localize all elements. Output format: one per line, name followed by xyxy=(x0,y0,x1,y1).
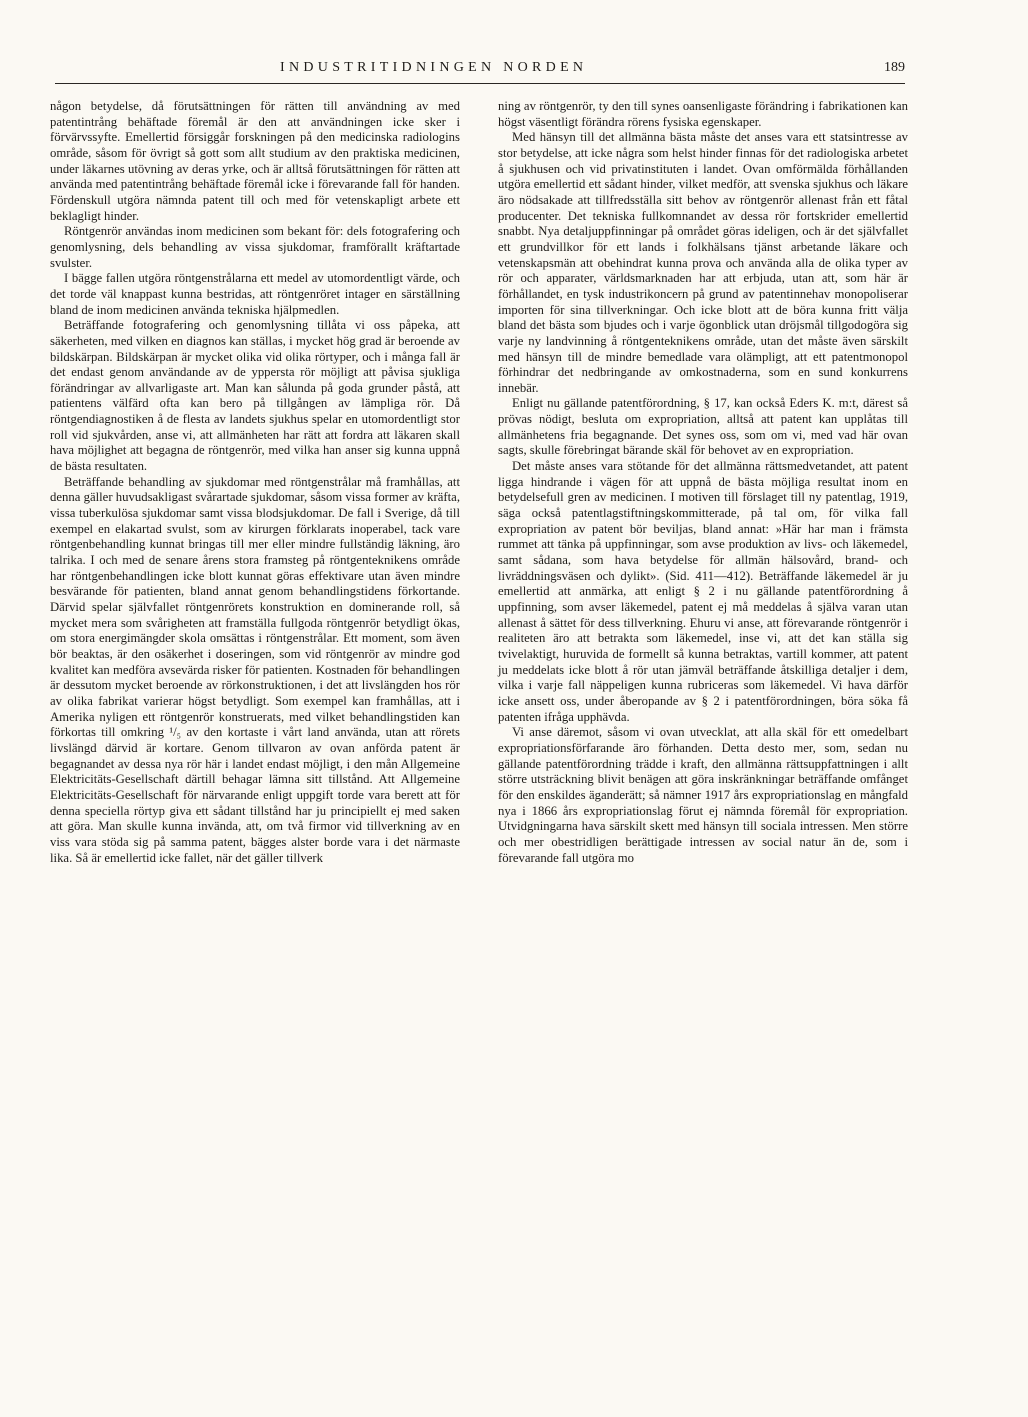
header-rule xyxy=(55,83,905,84)
paragraph: ning av röntgenrör, ty den till synes oansenligaste förändring i fabrikationen kan högst väsentligt förändra rörens fysiska egenskaper. xyxy=(498,99,908,129)
paragraph: I bägge fallen utgöra röntgenstrålarna ett medel av utomordentligt värde, och det torde väl knappast kunna bestridas, att röntgenröret intager en särställning bland de inom medicinen använda tekniska hjälpmedlen. xyxy=(50,271,460,317)
left-column xyxy=(50,99,460,866)
paragraph: Röntgenrör användas inom medicinen som bekant för: dels fotografering och genomlysning, dels behandling av vissa sjukdomar, framförallt kräftartade svulster. xyxy=(50,224,460,270)
paragraph: Beträffande fotografering och genomlysning tillåta vi oss påpeka, att säkerheten, med vilken en diagnos kan ställas, i mycket hög grad är beroende av bildskärpan. Bildskärpan är mycket olika vid olika rörtyper, och i många fall är det endast genom användande av de yppersta rör möjligt att påvisa sjukliga förändringar av allvarligaste art. Man kan sålunda på goda grunder påstå, att patientens välfärd ofta kan bero på tillgången av lämpliga rör. Då röntgendiagnostiken å de flesta av landets sjukhus spelar en utomordentligt stor roll vid sjukvården, anse vi, att allmänheten har rätt att fordra att läkaren skall hava möjlighet att begagna de röntgenrör, med vilka han anser sig kunna uppnå de bästa resultaten. xyxy=(50,318,460,474)
running-header xyxy=(55,60,905,82)
paragraph: Med hänsyn till det allmänna bästa måste det anses vara ett statsintresse av stor betydelse, att icke några som helst hinder finnas för det radiologiska arbetet å sjukhusen och vid privatinstituten i landet. Ovan omförmälda förhållanden utgöra emellertid ett sådant hinder, vilket medför, att svenska sjukhus och läkare äro nödsakade att tillfredsställa sitt behov av röntgenrör allenast från ett fåtal producenter. Det tekniska fullkomnandet av dessa rör fortskrider emellertid snabbt. Nya detaljuppfinningar på området göras ideligen, och är det självfallet ett grundvillkor för ett lands i folkhälsans tjänst arbetande läkare och vetenskapsmän att obehindrat kunna prova och använda alla de olika typer av rör och apparater, världsmarknaden har att erbjuda, utan att, som här är förhållandet, en tysk industrikoncern på grund av patentinnehav monopoliserar importen för sina tillverkningar. Och icke blott att de böra kunna fritt välja bland det bästa som bjudes och i varje ögonblick utan dröjsmål tillgodogöra sig varje ny landvinning å röntgenteknikens område, utan det måste även särskilt med hänsyn till de mindre bemedlade vara olämpligt, att ett patentmonopol förhindrar det nedbringande av omkostnaderna, som en sund konkurrens innebär. xyxy=(498,130,908,395)
paragraph: Vi anse däremot, såsom vi ovan utvecklat, att alla skäl för ett omedelbart expropriationsförfarande äro förhanden. Detta desto mer, som, sedan nu gällande patentförordning trädde i kraft, den allmänna rättsuppfattningen i allt större utsträckning blivit benägen att göra inskränkningar beträffande omfånget för den enskildes äganderätt; så nämner 1917 års expropriationslag en mångfald nya i 1866 års expropriationslag förut ej nämnda föremål för expropriation. Utvidgningarna hava särskilt skett med hänsyn till sociala intressen. Men större och mer obestridligen berättigade intressen av social natur än de, som i förevarande fall utgöra mo xyxy=(498,725,908,865)
page-number: 189 xyxy=(884,60,905,75)
paragraph: Det måste anses vara stötande för det allmänna rättsmedvetandet, att patent ligga hindrande i vägen för att uppnå de bästa möjliga resultat inom en betydelsefull gren av medicinen. I motiven till förslaget till ny patentlag, 1919, säga också patentlagstiftningskommitterade, på tal om, för vilka fall expropriation av patent bör beviljas, bland annat: »Här har man i främsta rummet att tänka på uppfinningar, som avse produktion av livs- och läkemedel, samt sådana, som hava betydelse för allmän hälsovård, brand- och livräddningsväsen och dylikt». (Sid. 411—412). Beträffande läkemedel är ju emellertid att anmärka, att enligt § 2 i nu gällande patentförordning å uppfinning, som avser läkemedel, patent ej må meddelas å själva varan utan allenast å sättet för dess tillverkning. Ehuru vi anse, att förevarande röntgenrör i realiteten äro att betrakta som läkemedel, inse vi, att det kan ställa sig tvivelaktigt, huruvida de formellt så kunna betraktas, vartill kommer, att patent ju meddelats icke blott å rör utan jämväl beträffande åtskilliga detaljer i dem, vilka i varje fall näppeligen kunna rubriceras som läkemedel. Vi hava därför icke ansett oss, under åberopande av § 2 i patentförordningen, böra söka få patenten ifråga upphävda. xyxy=(498,459,908,724)
paragraph: Beträffande behandling av sjukdomar med röntgenstrålar må framhållas, att denna gäller huvudsakligast svårartade sjukdomar, såsom vissa former av kräfta, vissa tuberkulösa sjukdomar samt vissa blodsjukdomar. De fall i Sverige, då till exempel en elakartad svulst, som av kirurgen förklarats inoperabel, tack vare röntgenbehandling kunnat bringas till mer eller mindre fullständig läkning, äro talrika. I och med de senare årens stora framsteg på röntgenteknikens område har röntgenbehandlingen icke blott kunnat göras effektivare utan även mindre besvärande för patienten, bland annat genom behandlingstidens förkortande. Därvid spelar självfallet röntgenrörets konstruktion en dominerande roll, så mycket mera som svårigheten att framställa fullgoda röntgenrör betydligt ökas, om stora energimängder skola omsättas i röntgenstrålar. Ett moment, som även bör beaktas, är den osäkerhet i doseringen, som vid röntgenrör av mindre god kvalitet kan medföra avsevärda risker för patienten. Kostnaden för behandlingen är dessutom mycket beroende av rörkonstruktionen, i det att livslängden hos rör av olika fabrikat varierar högst betydligt. Som exempel kan framhållas, att i Amerika nyligen ett röntgenrör konstruerats, med vilket behandlingstiden kan förkortas till omkring ¹/₅ av den kortaste i vårt land använda, utan att rörets livslängd därvid är kortare. Genom tillvaron av ovan anförda patent är begagnandet av dessa nya rör här i landet endast möjligt, i den mån Allgemeine Elektricitäts-Gesellschaft därtill behagar lämna sitt tillstånd. Att Allgemeine Elektricitäts-Gesellschaft för närvarande enligt uppgift torde vara berett att för denna speciella rörtyp giva ett sådant tillstånd har ju principiellt ej med saken att göra. Man skulle kunna invända, att, om två firmor vid tillverkning av en viss vara stöda sig på samma patent, bägges alster borde vara i det närmaste lika. Så är emellertid icke fallet, när det gäller tillverk xyxy=(50,474,460,865)
journal-title: INDUSTRITIDNINGEN NORDEN xyxy=(280,60,588,75)
paragraph: någon betydelse, då förutsättningen för rätten till användning av med patentintrång behäftade föremål är den att användningen icke sker i förvärvssyfte. Emellertid försiggår forskningen på den medicinska radiologins område, såsom för övrigt så gott som allt studium av den praktiska medicinen, under läkarnes utövning av deras yrke, och är alltså förutsättningen för rätten att använda med patentintrång behäftade föremål icke i förevarande fall för handen. Fördenskull utgöra nämnda patent till och med för vetenskapligt arbete ett beklagligt hinder. xyxy=(50,99,460,223)
right-column xyxy=(498,99,908,866)
paragraph: Enligt nu gällande patentförordning, § 17, kan också Eders K. m:t, därest så prövas nödigt, besluta om expropriation, alltså att patent kan upplåtas till allmänhetens fria begagnande. Det synes oss, som om vi, med vad här ovan sagts, skulle förebringat bärande skäl för behovet av en expropriation. xyxy=(498,396,908,458)
